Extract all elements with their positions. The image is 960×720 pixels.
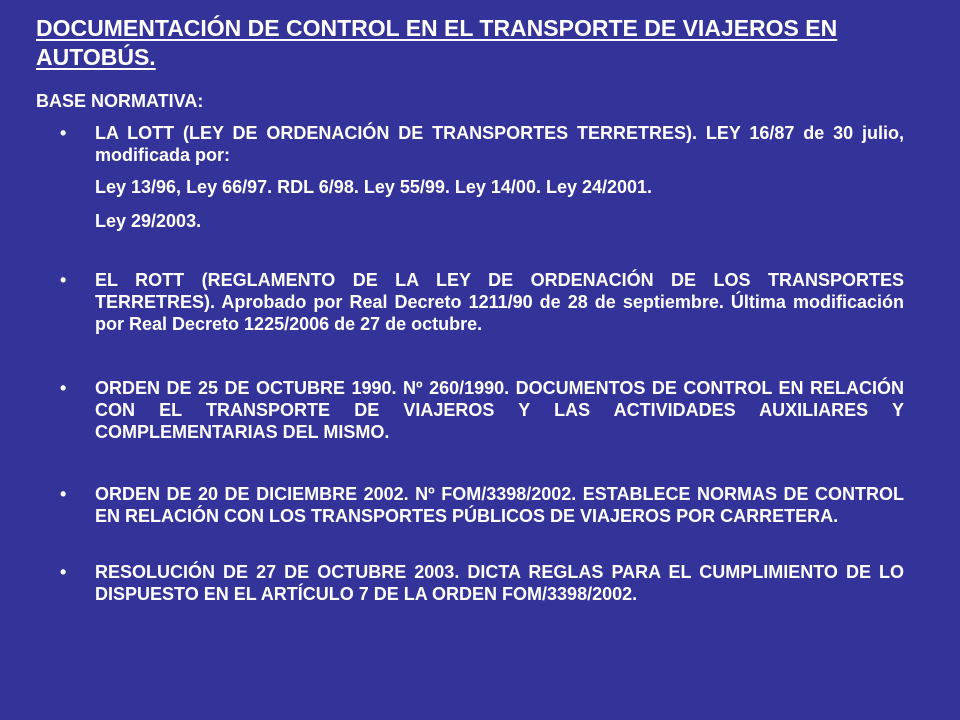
item-text: LA LOTT (LEY DE ORDENACIÓN DE TRANSPORTES TERRETRES). LEY 16/87 de 30 julio, modificada por:: [95, 123, 904, 165]
document-title: DOCUMENTACIÓN DE CONTROL EN EL TRANSPORTE DE VIAJEROS EN AUTOBÚS.: [36, 15, 838, 70]
regulation-list: [60, 122, 904, 605]
item-text: ORDEN DE 20 DE DICIEMBRE 2002. Nº FOM/3398/2002. ESTABLECE NORMAS DE CONTROL EN RELACIÓN CON LOS TRANSPORTES PÚBLICOS DE VIAJEROS POR CARRETERA.: [95, 484, 904, 526]
item-subtext: Ley 13/96, Ley 66/97. RDL 6/98. Ley 55/99. Ley 14/00. Ley 24/2001.: [95, 177, 653, 197]
item-text: RESOLUCIÓN DE 27 DE OCTUBRE 2003. DICTA REGLAS PARA EL CUMPLIMIENTO DE LO DISPUESTO EN EL ARTÍCULO 7 DE LA ORDEN FOM/3398/2002.: [95, 562, 904, 604]
list-item-rott: [60, 269, 904, 335]
list-item-resolucion-2003: [60, 561, 904, 605]
bullet-icon: •: [60, 270, 67, 290]
bullet-icon: •: [60, 562, 67, 582]
section-heading: BASE NORMATIVA:: [36, 91, 204, 111]
list-item-orden-2002: [60, 483, 904, 527]
item-subtext: Ley 29/2003.: [95, 211, 202, 231]
list-item-orden-1990: [60, 377, 904, 443]
bullet-icon: •: [60, 378, 67, 398]
bullet-icon: •: [60, 484, 67, 504]
bullet-icon: •: [60, 123, 67, 143]
item-text: ORDEN DE 25 DE OCTUBRE 1990. Nº 260/1990. DOCUMENTOS DE CONTROL EN RELACIÓN CON EL TRANSPORTE DE VIAJEROS Y LAS ACTIVIDADES AUXILIARES Y COMPLEMENTARIAS DEL MISMO.: [95, 378, 904, 442]
item-text: EL ROTT (REGLAMENTO DE LA LEY DE ORDENACIÓN DE LOS TRANSPORTES TERRETRES). Aprobado por Real Decreto 1211/90 de 28 de septiembre. Última modificación por Real Decreto 1225/2006 de 27 de octubre.: [95, 270, 904, 334]
list-item-lott: [60, 122, 904, 232]
